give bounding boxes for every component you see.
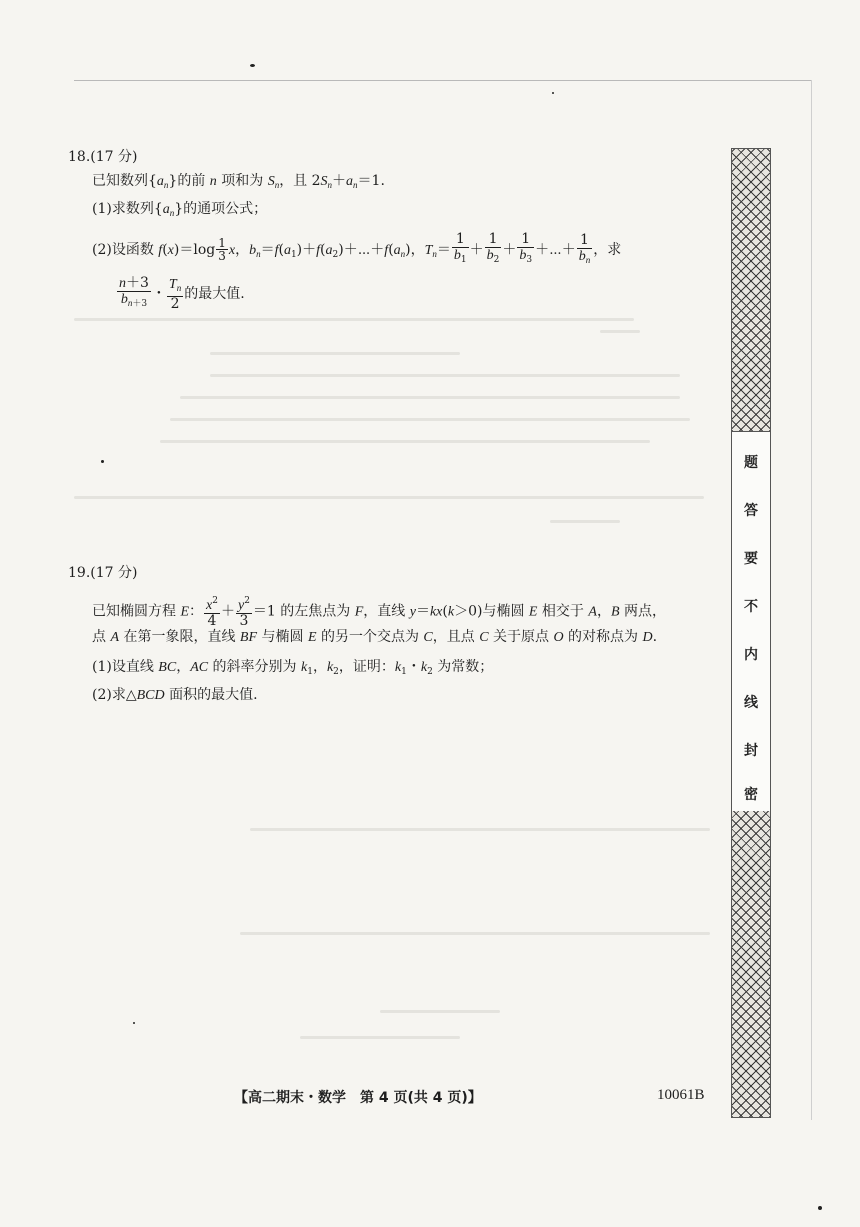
bleed-through-line [74, 496, 704, 499]
sub-question-1: (1)设直线 BC，AC 的斜率分别为 $k_1$，$k_2$，证明：$k_1$・$k_2$ 为常数； [92, 659, 494, 677]
seal-char: 内 [744, 647, 758, 663]
paper-code: 10061B [657, 1087, 705, 1103]
sub-question-2: (2)求△BCD 面积的最大值. [92, 687, 258, 703]
seal-char: 答 [744, 503, 758, 519]
sub-question-2: (2)设函数 f(x)＝log $\frac{1}{3}$ x，$b_n=f(a_1)+f(a_2)+\cdots+f(a_n)$，$T_n=$ $\frac{1}{b_1}$ ＋ $\frac{1}{b_2}$ ＋ $\frac{1}{b_3}$ ＋⋯＋ $\frac{1}{b_n}$ ，求 [92, 231, 622, 265]
scan-speck [133, 1022, 135, 1024]
question-number: 19. [68, 565, 91, 581]
bleed-through-line [180, 396, 680, 399]
bleed-through-line [250, 828, 710, 831]
scan-speck [101, 460, 104, 463]
seal-char: 封 [744, 743, 758, 759]
seal-char: 密 [744, 787, 758, 803]
problem-stem: 已知数列$\{a_n\}$的前 n 项和为 $S_n$，且 $2S_n+a_n=1$. [92, 173, 385, 190]
lattice-pattern [732, 811, 770, 1117]
bleed-through-line [74, 318, 634, 321]
question-points: (17 分) [90, 149, 138, 165]
scan-speck [818, 1206, 822, 1210]
binding-margin-strip [731, 148, 771, 1118]
bleed-through-line [170, 418, 690, 421]
page-footer-title: 【高二期末・数学 第 4 页(共 4 页)】 [234, 1090, 482, 1106]
bleed-through-line [240, 932, 710, 935]
seal-char: 要 [744, 551, 758, 567]
bleed-through-line [380, 1010, 500, 1013]
lattice-pattern [732, 149, 770, 431]
seal-char: 不 [744, 599, 758, 615]
margin-rule [811, 80, 812, 1120]
bleed-through-line [300, 1036, 460, 1039]
header-rule [74, 80, 812, 81]
scan-speck [250, 64, 255, 67]
bleed-through-line [210, 374, 680, 377]
sub-question-1: (1)求数列$\{a_n\}$的通项公式； [92, 201, 268, 218]
problem-stem: 已知椭圆方程 E： $\frac{x^2}{4}$ ＋ $\frac{y^2}{3}$ ＝1 的左焦点为 F，直线 y＝kx(k＞0)与椭圆 E 相交于 A，B 两点， [92, 596, 666, 629]
question-number: 18. [68, 149, 91, 165]
question-header [68, 150, 137, 164]
bleed-through-line [210, 352, 460, 355]
scan-speck [552, 92, 554, 94]
seal-char: 题 [744, 455, 758, 471]
bleed-through-line [160, 440, 650, 443]
question-header [68, 566, 137, 580]
sub-question-2-target: $\frac{n+3}{b_{n+3}}$ ・ $\frac{T_n}{2}$ 的最大值. [119, 275, 245, 312]
seal-line-zone [732, 431, 770, 813]
question-points: (17 分) [90, 565, 138, 581]
bleed-through-line [600, 330, 640, 333]
bleed-through-line [550, 520, 620, 523]
problem-stem-cont: 点 A 在第一象限，直线 BF 与椭圆 E 的另一个交点为 C，且点 C 关于原点 O 的对称点为 D. [92, 629, 658, 645]
seal-char: 线 [744, 695, 758, 711]
